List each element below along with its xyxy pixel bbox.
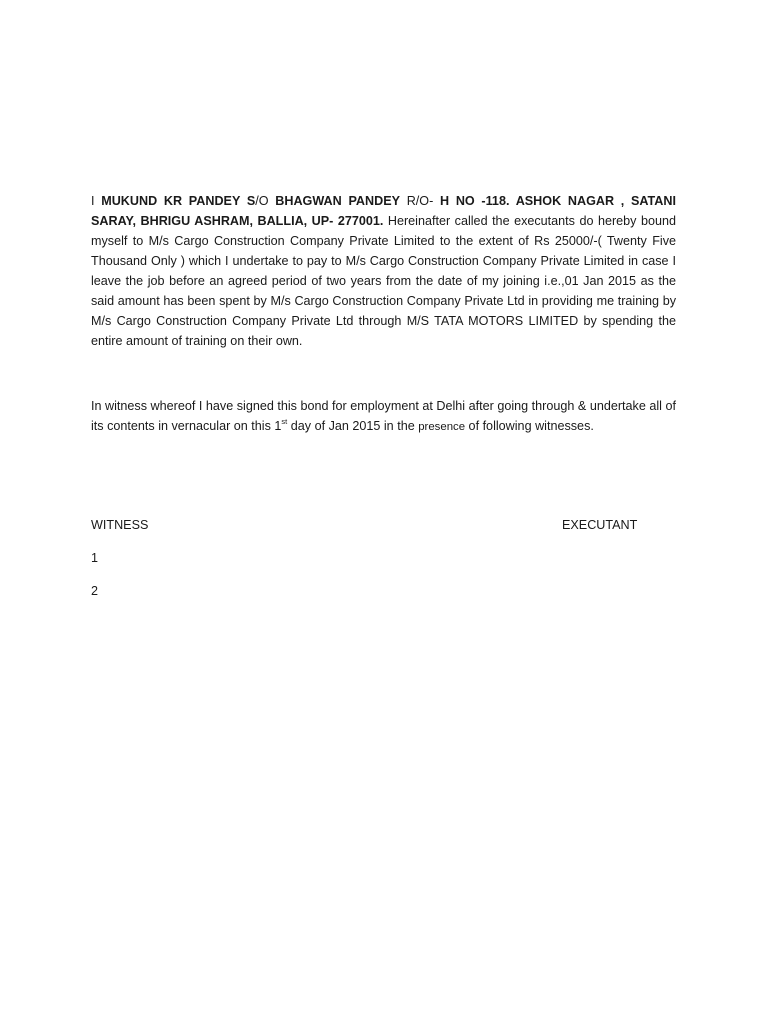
address: H NO -118. ASHOK NAGAR , SATANI SARAY, BHRIGU ASHRAM, BALLIA, UP- 277001. xyxy=(91,194,676,228)
witness-number-2: 2 xyxy=(91,584,99,598)
declaration-text: I xyxy=(91,194,102,208)
witness-clause-text-2: day of Jan 2015 in the xyxy=(287,419,419,433)
ordinal-suffix: st xyxy=(281,416,288,426)
father-name: BHAGWAN PANDEY xyxy=(275,194,400,208)
witness-clause-paragraph xyxy=(91,396,676,437)
bond-terms-text: Hereinafter called the executants do hereby bound myself to M/s Cargo Construction Company Private Limited to the extent of Rs 25000/-( Twenty Five Thousand Only ) which I undertake to pay to M/s Cargo Construction Company Private Limited in case I leave the job before an agreed period of two years from the date of my joining i.e.,01 Jan 2015 as the said amount has been spent by M/s Cargo Construction Company Private Ltd in providing me training by M/s Cargo Construction Company Private Ltd through M/S TATA MOTORS LIMITED by spending the entire amount of training on their own. xyxy=(91,214,676,348)
executant-name: MUKUND KR PANDEY S xyxy=(101,194,256,208)
bond-declaration-paragraph xyxy=(91,191,676,351)
residence-prefix: R/O- xyxy=(400,194,441,208)
relation-text: /O xyxy=(255,194,276,208)
executant-label: EXECUTANT xyxy=(562,518,638,532)
witness-clause-text: In witness whereof I have signed this bond for employment at Delhi after going through & undertake all of its contents in vernacular on this 1 xyxy=(91,399,676,433)
presence-word: presence xyxy=(418,421,466,433)
witness-clause-text-3: of following witnesses. xyxy=(465,419,594,433)
witness-number-1: 1 xyxy=(91,551,99,565)
witness-label: WITNESS xyxy=(91,518,149,532)
